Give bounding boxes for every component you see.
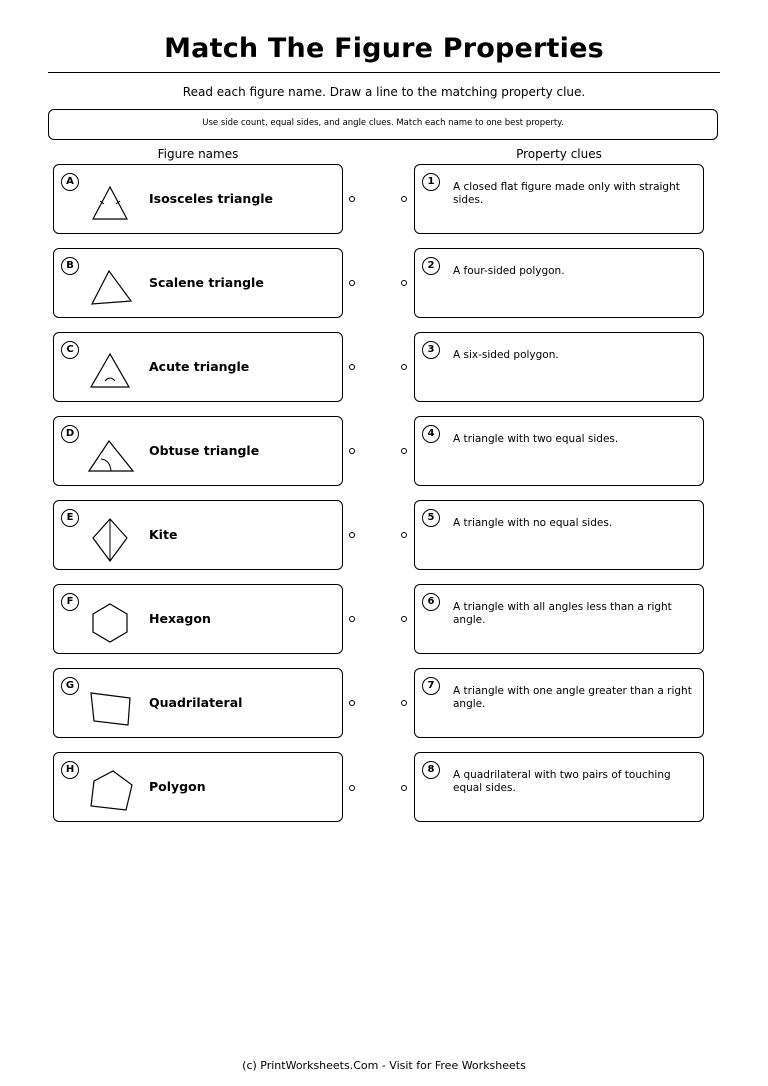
- instructions: Read each figure name. Draw a line to the matching property clue.: [182, 85, 586, 99]
- clue-number: 4: [422, 425, 440, 443]
- figure-name: Kite: [149, 527, 178, 542]
- clue-dot-4[interactable]: [401, 448, 407, 454]
- clue-text: A triangle with no equal sides.: [453, 517, 613, 529]
- figure-row-c: [53, 332, 343, 402]
- clue-number: 6: [422, 593, 440, 611]
- clue-row-7: [414, 668, 704, 738]
- clue-row-3: [414, 332, 704, 402]
- figure-row-f: [53, 584, 343, 654]
- clue-row-5: [414, 500, 704, 570]
- clue-number: 5: [422, 509, 440, 527]
- clue-dot-2[interactable]: [401, 280, 407, 286]
- clue-text: A closed flat figure made only with straight sides.: [453, 181, 680, 206]
- figure-dot-c[interactable]: [349, 364, 355, 370]
- figure-name: Acute triangle: [149, 359, 250, 374]
- clue-dot-7[interactable]: [401, 700, 407, 706]
- figure-names-heading: Figure names: [157, 147, 239, 161]
- clue-number: 8: [422, 761, 440, 779]
- figure-dot-a[interactable]: [349, 196, 355, 202]
- figure-row-h: [53, 752, 343, 822]
- clue-dot-1[interactable]: [401, 196, 407, 202]
- figure-letter: C: [61, 341, 79, 359]
- quadrilateral-icon: [86, 684, 134, 730]
- clue-text: A triangle with one angle greater than a right angle.: [453, 685, 692, 710]
- figure-dot-g[interactable]: [349, 700, 355, 706]
- figure-letter: F: [61, 593, 79, 611]
- clue-number: 7: [422, 677, 440, 695]
- clue-dot-3[interactable]: [401, 364, 407, 370]
- clue-dot-6[interactable]: [401, 616, 407, 622]
- clue-dot-5[interactable]: [401, 532, 407, 538]
- clue-number: 3: [422, 341, 440, 359]
- clue-text: A triangle with two equal sides.: [453, 433, 619, 445]
- tip-text: Use side count, equal sides, and angle clues. Match each name to one best property.: [202, 118, 564, 128]
- figure-dot-b[interactable]: [349, 280, 355, 286]
- figure-letter: D: [61, 425, 79, 443]
- clue-text: A triangle with all angles less than a right angle.: [453, 601, 672, 626]
- figure-letter: G: [61, 677, 79, 695]
- clue-row-2: [414, 248, 704, 318]
- kite-icon: [86, 516, 134, 562]
- clue-row-6: [414, 584, 704, 654]
- obtuse-triangle-icon: [86, 432, 134, 478]
- isosceles-triangle-icon: [86, 180, 134, 226]
- figure-row-d: [53, 416, 343, 486]
- figure-name: Scalene triangle: [149, 275, 264, 290]
- property-clues-heading: Property clues: [516, 147, 602, 161]
- figure-row-e: [53, 500, 343, 570]
- figure-letter: H: [61, 761, 79, 779]
- figure-name: Obtuse triangle: [149, 443, 260, 458]
- scalene-triangle-icon: [86, 264, 134, 310]
- clue-text: A six-sided polygon.: [453, 349, 559, 361]
- footer-credit: (c) PrintWorksheets.Com - Visit for Free Worksheets: [242, 1059, 526, 1072]
- figure-name: Isosceles triangle: [149, 191, 274, 206]
- clue-dot-8[interactable]: [401, 785, 407, 791]
- figure-letter: A: [61, 173, 79, 191]
- acute-triangle-icon: [86, 348, 134, 394]
- tip-box: [48, 109, 718, 140]
- pentagon-icon: [86, 768, 134, 814]
- title-divider: [48, 72, 720, 73]
- figure-name: Hexagon: [149, 611, 211, 626]
- figure-row-a: [53, 164, 343, 234]
- figure-letter: E: [61, 509, 79, 527]
- clue-row-4: [414, 416, 704, 486]
- figure-dot-h[interactable]: [349, 785, 355, 791]
- clue-row-8: [414, 752, 704, 822]
- clue-number: 2: [422, 257, 440, 275]
- figure-name: Polygon: [149, 779, 206, 794]
- figure-name: Quadrilateral: [149, 695, 243, 710]
- figure-dot-d[interactable]: [349, 448, 355, 454]
- clue-number: 1: [422, 173, 440, 191]
- clue-text: A four-sided polygon.: [453, 265, 565, 277]
- figure-dot-f[interactable]: [349, 616, 355, 622]
- worksheet-title: Match The Figure Properties: [164, 33, 604, 64]
- figure-letter: B: [61, 257, 79, 275]
- clue-text: A quadrilateral with two pairs of touching equal sides.: [453, 769, 671, 794]
- figure-dot-e[interactable]: [349, 532, 355, 538]
- figure-row-b: [53, 248, 343, 318]
- hexagon-icon: [86, 600, 134, 646]
- clue-row-1: [414, 164, 704, 234]
- figure-row-g: [53, 668, 343, 738]
